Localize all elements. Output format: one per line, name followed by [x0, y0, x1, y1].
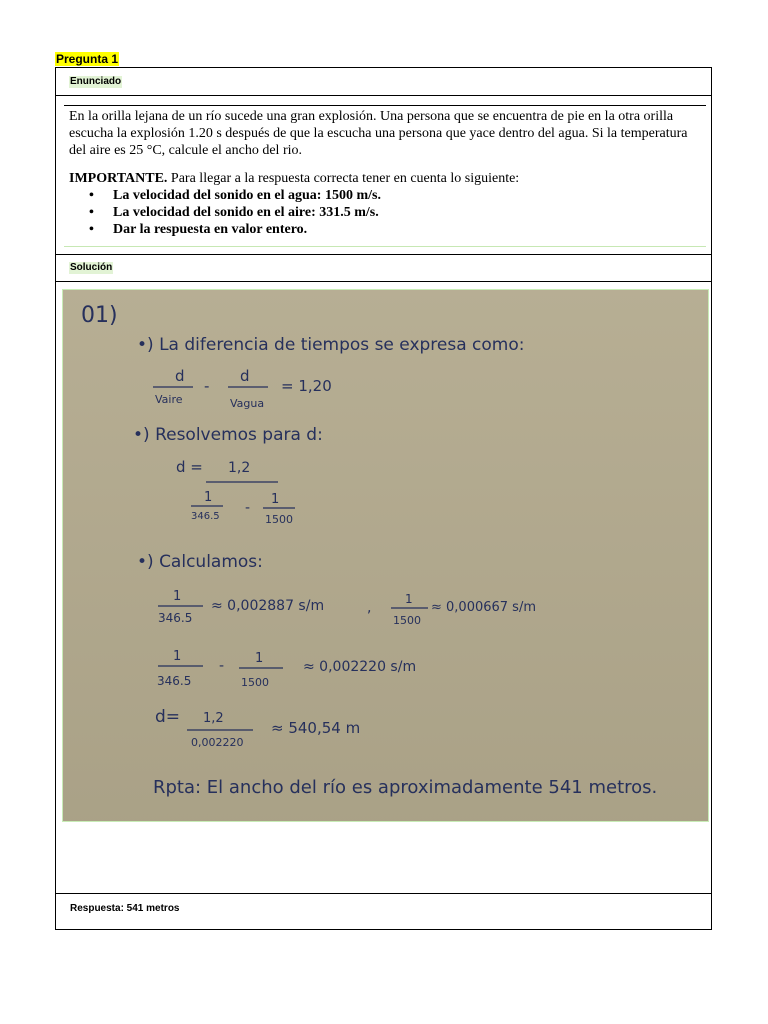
important-bold: IMPORTANTE. — [69, 171, 168, 186]
handwritten-solution-photo — [62, 289, 709, 822]
hw-calc1-den: 346.5 — [158, 611, 193, 625]
hw-calc3-val: ≈ 0,002220 s/m — [303, 659, 417, 675]
divider — [56, 281, 711, 282]
hw-calc3-minus: - — [219, 658, 225, 674]
hw-eq1-rhs: = 1,20 — [281, 377, 332, 395]
list-item: • Dar la respuesta en valor entero. — [89, 221, 706, 238]
hw-step3: •) Calculamos: — [137, 552, 263, 572]
hw-conclusion: Rpta: El ancho del río es aproximadamente 541 metros. — [153, 777, 658, 798]
handwriting-canvas — [63, 290, 707, 820]
hw-eq1-den-b: Vagua — [230, 397, 265, 410]
hw-calc4-den: 0,002220 — [191, 736, 244, 749]
hw-calc1-one: 1 — [173, 589, 182, 604]
hw-eq1-den-a: Vaire — [155, 393, 183, 406]
list-item: • La velocidad del sonido en el aire: 331.5 m/s. — [89, 204, 706, 221]
hw-eq2-den-b: 1500 — [265, 513, 293, 526]
list-item: • La velocidad del sonido en el agua: 1500 m/s. — [89, 187, 706, 204]
divider — [56, 95, 711, 96]
statement-block — [64, 105, 706, 247]
hw-calc2-one: 1 — [405, 592, 413, 606]
important-rest: Para llegar a la respuesta correcta tener en cuenta lo siguiente: — [167, 171, 520, 186]
hw-calc2-den: 1500 — [393, 614, 421, 627]
hw-eq2-minus: - — [245, 500, 251, 516]
statement-bottom-rule — [64, 246, 706, 247]
statement-top-rule — [64, 105, 706, 106]
important-note — [64, 170, 706, 187]
hw-eq1-num-a: d — [175, 367, 185, 385]
hw-calc2-val: ≈ 0,000667 s/m — [431, 600, 537, 615]
question-sheet — [55, 67, 712, 930]
hw-calc3-one-b: 1 — [255, 651, 264, 666]
hw-calc3-den-b: 1500 — [241, 676, 269, 689]
divider — [56, 893, 711, 894]
hw-calc3-one-a: 1 — [173, 649, 182, 664]
hw-calc4-val: ≈ 540,54 m — [271, 719, 361, 737]
hw-eq2-lhs: d = — [176, 458, 203, 476]
final-answer: Respuesta: 541 metros — [70, 903, 180, 914]
requirements-list — [64, 187, 706, 238]
hw-calc3-den-a: 346.5 — [157, 674, 192, 688]
divider — [56, 254, 711, 255]
hw-calc1-val: ≈ 0,002887 s/m — [211, 598, 325, 614]
hw-step1: •) La diferencia de tiempos se expresa como: — [137, 335, 525, 355]
hw-eq1-num-b: d — [240, 367, 250, 385]
question-title: Pregunta 1 — [56, 52, 119, 66]
hw-step2: •) Resolvemos para d: — [133, 425, 323, 445]
hw-eq2-num: 1,2 — [228, 460, 251, 476]
hw-eq2-one-b: 1 — [271, 492, 280, 507]
hw-calc4-lhs: d= — [155, 707, 181, 727]
statement-paragraph: En la orilla lejana de un río sucede una gran explosión. Una persona que se encuentra de pie en la otra orilla escucha la explosión 1.20 s después de que la escucha una persona que yace dentro del agua. Si la temperatura del aire es 25 °C, calcule el ancho del rio. — [69, 109, 688, 158]
hw-eq1-minus: - — [204, 377, 210, 395]
statement-label: Enunciado — [70, 76, 122, 87]
hw-eq2-one-a: 1 — [204, 490, 213, 505]
hw-calc1-sep: , — [367, 600, 372, 616]
hw-calc4-num: 1,2 — [203, 711, 224, 726]
hw-eq2-den-a: 346.5 — [191, 511, 220, 522]
hw-heading: 01) — [81, 303, 118, 328]
solution-label: Solución — [70, 262, 113, 273]
